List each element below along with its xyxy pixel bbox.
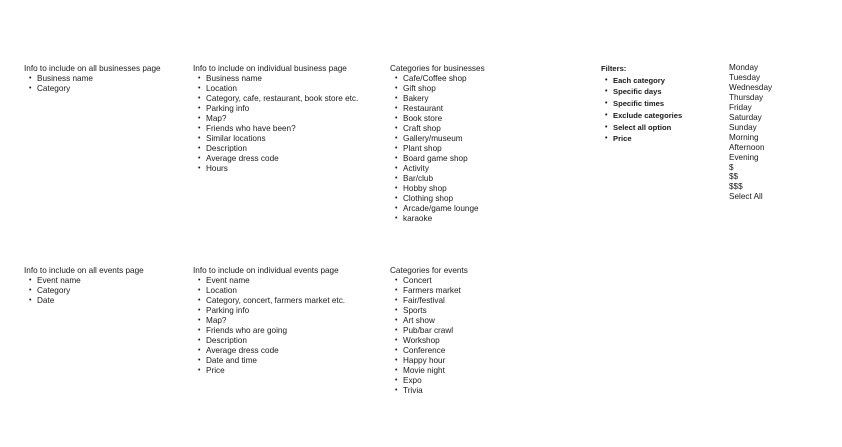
- list-heading: Info to include on individual events page: [193, 266, 339, 275]
- filter-value: Afternoon: [729, 142, 765, 152]
- list-item: • Clothing shop: [390, 194, 485, 204]
- list-heading: Categories for events: [390, 266, 468, 275]
- list-items: [24, 74, 161, 94]
- list-item: • Board game shop: [390, 154, 485, 164]
- list-item: • Farmers market: [390, 286, 468, 296]
- list-heading: Categories for businesses: [390, 64, 485, 73]
- event-categories-list: [390, 266, 468, 396]
- filter-value: Sunday: [729, 122, 757, 132]
- filter-value: $$$: [729, 182, 743, 192]
- filters-items: [601, 75, 682, 145]
- list-item: • Category, concert, farmers market etc.: [193, 296, 345, 306]
- list-item: • Craft shop: [390, 124, 485, 134]
- list-item: • Date and time: [193, 356, 345, 366]
- list-item: • Friends who are going: [193, 326, 345, 336]
- list-item: • Price: [193, 366, 345, 376]
- list-heading: Info to include on all businesses page: [24, 64, 161, 73]
- filters-heading: Filters:: [601, 64, 627, 73]
- list-heading: Info to include on individual business page: [193, 64, 347, 73]
- list-item: • Average dress code: [193, 346, 345, 356]
- filter-value: $$: [729, 172, 739, 182]
- list-item: • Bar/club: [390, 174, 485, 184]
- list-item: • Fair/festival: [390, 296, 468, 306]
- list-item: • Similar locations: [193, 134, 358, 144]
- filter-value: Tuesday: [729, 72, 761, 82]
- list-items: [193, 276, 345, 376]
- list-item: • Workshop: [390, 336, 468, 346]
- list-item: • Pub/bar crawl: [390, 326, 468, 336]
- list-item: • Map?: [193, 316, 345, 326]
- business-categories-list: [390, 64, 485, 224]
- list-item: • Each category: [601, 75, 682, 87]
- list-items: [390, 276, 468, 396]
- list-item: • Friends who have been?: [193, 124, 358, 134]
- filter-value: Friday: [729, 102, 752, 112]
- list-item: • Activity: [390, 164, 485, 174]
- list-item: • Map?: [193, 114, 358, 124]
- list-item: • Price: [601, 133, 682, 145]
- filter-value: Monday: [729, 63, 759, 72]
- list-items: [390, 74, 485, 224]
- filter-value: Morning: [729, 132, 759, 142]
- list-item: • Happy hour: [390, 356, 468, 366]
- list-item: • Event name: [193, 276, 345, 286]
- list-item: • Gift shop: [390, 84, 485, 94]
- filter-value: Wednesday: [729, 82, 773, 92]
- list-item: • Expo: [390, 376, 468, 386]
- list-heading: Info to include on all events page: [24, 266, 144, 275]
- list-item: • Book store: [390, 114, 485, 124]
- list-item: • Business name: [24, 74, 161, 84]
- list-item: • Event name: [24, 276, 144, 286]
- list-item: • Cafe/Coffee shop: [390, 74, 485, 84]
- list-item: • Sports: [390, 306, 468, 316]
- filters-list: [601, 63, 682, 145]
- list-item: • Description: [193, 144, 358, 154]
- list-item: • Parking info: [193, 104, 358, 114]
- list-item: • Description: [193, 336, 345, 346]
- list-items: [193, 74, 358, 174]
- list-item: • Parking info: [193, 306, 345, 316]
- list-item: • Bakery: [390, 94, 485, 104]
- list-item: • Art show: [390, 316, 468, 326]
- list-item: • Business name: [193, 74, 358, 84]
- list-item: • Date: [24, 296, 144, 306]
- list-item: • Category: [24, 286, 144, 296]
- list-item: • Location: [193, 84, 358, 94]
- list-item: • Location: [193, 286, 345, 296]
- list-items: [24, 276, 144, 306]
- filter-value: Saturday: [729, 112, 762, 122]
- individual-event-info-list: [193, 266, 345, 376]
- filter-value: Select All: [729, 192, 763, 202]
- list-item: • Concert: [390, 276, 468, 286]
- list-item: • Average dress code: [193, 154, 358, 164]
- list-item: • Hobby shop: [390, 184, 485, 194]
- filter-value: Evening: [729, 152, 759, 162]
- all-businesses-info-list: [24, 64, 161, 94]
- list-item: • Restaurant: [390, 104, 485, 114]
- individual-business-info-list: [193, 64, 358, 174]
- list-item: • Specific days: [601, 86, 682, 98]
- list-item: • Conference: [390, 346, 468, 356]
- list-item: • Category, cafe, restaurant, book store etc.: [193, 94, 358, 104]
- list-item: • Exclude categories: [601, 110, 682, 122]
- list-item: • Category: [24, 84, 161, 94]
- list-item: • Plant shop: [390, 144, 485, 154]
- filter-value: $: [729, 162, 734, 172]
- list-item: • Gallery/museum: [390, 134, 485, 144]
- list-item: • Movie night: [390, 366, 468, 376]
- list-item: • Arcade/game lounge: [390, 204, 485, 214]
- list-item: • Specific times: [601, 98, 682, 110]
- filter-values-list: [729, 63, 772, 202]
- list-item: • karaoke: [390, 214, 485, 224]
- list-item: • Trivia: [390, 386, 468, 396]
- all-events-info-list: [24, 266, 144, 306]
- list-item: • Hours: [193, 164, 358, 174]
- list-item: • Select all option: [601, 122, 682, 134]
- filter-value: Thursday: [729, 92, 764, 102]
